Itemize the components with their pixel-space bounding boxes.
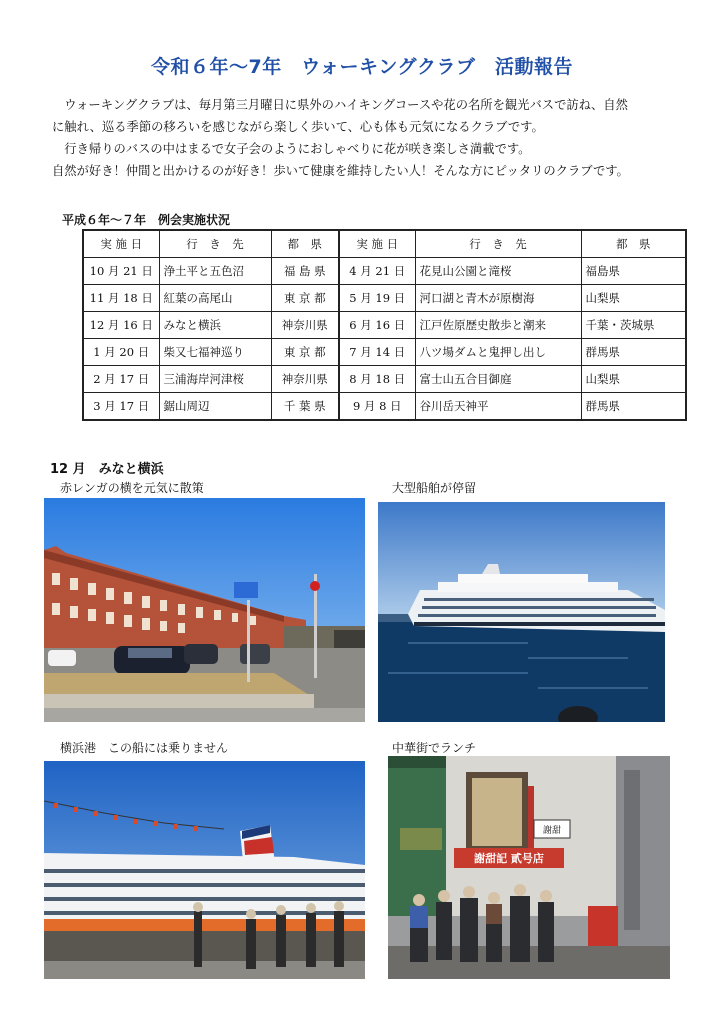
cell-prefecture: 神奈川県 xyxy=(271,366,339,393)
cell-prefecture: 神奈川県 xyxy=(271,312,339,339)
header-date: 実 施 日 xyxy=(83,230,159,258)
cell-date: 8 月 18 日 xyxy=(339,366,415,393)
intro-line: 行き帰りのバスの中はまるで女子会のようにおしゃべりに花が咲き楽しさ満載です。 xyxy=(52,142,531,156)
cell-date: 12 月 16 日 xyxy=(83,312,159,339)
table-row xyxy=(83,285,686,312)
cell-date: 4 月 21 日 xyxy=(339,258,415,285)
cell-date: 6 月 16 日 xyxy=(339,312,415,339)
cell-prefecture: 福島県 xyxy=(581,258,686,285)
photo-red-brick-warehouse xyxy=(44,498,365,722)
cell-date: 10 月 21 日 xyxy=(83,258,159,285)
photo-cruise-ship xyxy=(378,502,665,722)
table-row xyxy=(83,339,686,366)
photo-yokohama-port xyxy=(44,761,365,979)
shop-sign-small: 謝甜 xyxy=(542,826,562,836)
header-destination: 行 き 先 xyxy=(159,230,271,258)
cell-destination: 鋸山周辺 xyxy=(159,393,271,421)
intro-line: に触れ、巡る季節の移ろいを感じながら楽しく歩いて、心も体も元気になるクラブです。 xyxy=(52,120,544,134)
table-row xyxy=(83,312,686,339)
photo-caption: 赤レンガの横を元気に散策 xyxy=(60,481,204,495)
header-date: 実 施 日 xyxy=(339,230,415,258)
cell-prefecture: 福 島 県 xyxy=(271,258,339,285)
cell-destination: 八ツ場ダムと鬼押し出し xyxy=(415,339,581,366)
cell-destination: みなと横浜 xyxy=(159,312,271,339)
header-prefecture: 都 県 xyxy=(271,230,339,258)
cell-destination: 柴又七福神巡り xyxy=(159,339,271,366)
cell-prefecture: 千 葉 県 xyxy=(271,393,339,421)
table-row xyxy=(83,258,686,285)
cell-destination: 富士山五合目御庭 xyxy=(415,366,581,393)
cell-prefecture: 群馬県 xyxy=(581,393,686,421)
schedule-table xyxy=(82,229,687,421)
cell-date: 11 月 18 日 xyxy=(83,285,159,312)
cell-prefecture: 山梨県 xyxy=(581,285,686,312)
photo-caption: 大型船舶が停留 xyxy=(392,481,477,495)
section-title: 12 月 みなと横浜 xyxy=(50,462,164,477)
header-prefecture: 都 県 xyxy=(581,230,686,258)
cell-destination: 江戸佐原歴史散歩と潮来 xyxy=(415,312,581,339)
table-row xyxy=(83,393,686,421)
cell-destination: 花見山公園と滝桜 xyxy=(415,258,581,285)
intro-text xyxy=(52,94,692,182)
page-title: 令和６年〜7年 ウォーキングクラブ 活動報告 xyxy=(151,56,573,78)
cell-date: 7 月 14 日 xyxy=(339,339,415,366)
cell-date: 9 月 8 日 xyxy=(339,393,415,421)
cell-date: 5 月 19 日 xyxy=(339,285,415,312)
cell-date: 3 月 17 日 xyxy=(83,393,159,421)
cell-date: 2 月 17 日 xyxy=(83,366,159,393)
cell-destination: 紅葉の高尾山 xyxy=(159,285,271,312)
photo-chinatown-lunch xyxy=(388,756,670,979)
cell-destination: 谷川岳天神平 xyxy=(415,393,581,421)
table-row xyxy=(83,366,686,393)
cell-prefecture: 群馬県 xyxy=(581,339,686,366)
intro-line: 自然が好き！仲間と出かけるのが好き！歩いて健康を維持したい人！そんな方にピッタリのクラブです。 xyxy=(52,164,629,178)
shop-sign: 謝甜記 貳号店 xyxy=(474,852,544,865)
cell-prefecture: 東 京 都 xyxy=(271,285,339,312)
table-caption: 平成６年〜７年 例会実施状況 xyxy=(62,213,231,227)
photo-caption: 横浜港 この船には乗りません xyxy=(60,741,229,755)
cell-date: 1 月 20 日 xyxy=(83,339,159,366)
cell-prefecture: 千葉・茨城県 xyxy=(581,312,686,339)
cell-destination: 浄土平と五色沼 xyxy=(159,258,271,285)
cell-destination: 河口湖と青木が原樹海 xyxy=(415,285,581,312)
cell-prefecture: 東 京 都 xyxy=(271,339,339,366)
header-destination: 行 き 先 xyxy=(415,230,581,258)
intro-line: ウォーキングクラブは、毎月第三月曜日に県外のハイキングコースや花の名所を観光バスで訪ね、自然 xyxy=(52,98,628,112)
cell-prefecture: 山梨県 xyxy=(581,366,686,393)
photo-caption: 中華街でランチ xyxy=(392,741,477,755)
cell-destination: 三浦海岸河津桜 xyxy=(159,366,271,393)
table-header-row xyxy=(83,230,686,258)
